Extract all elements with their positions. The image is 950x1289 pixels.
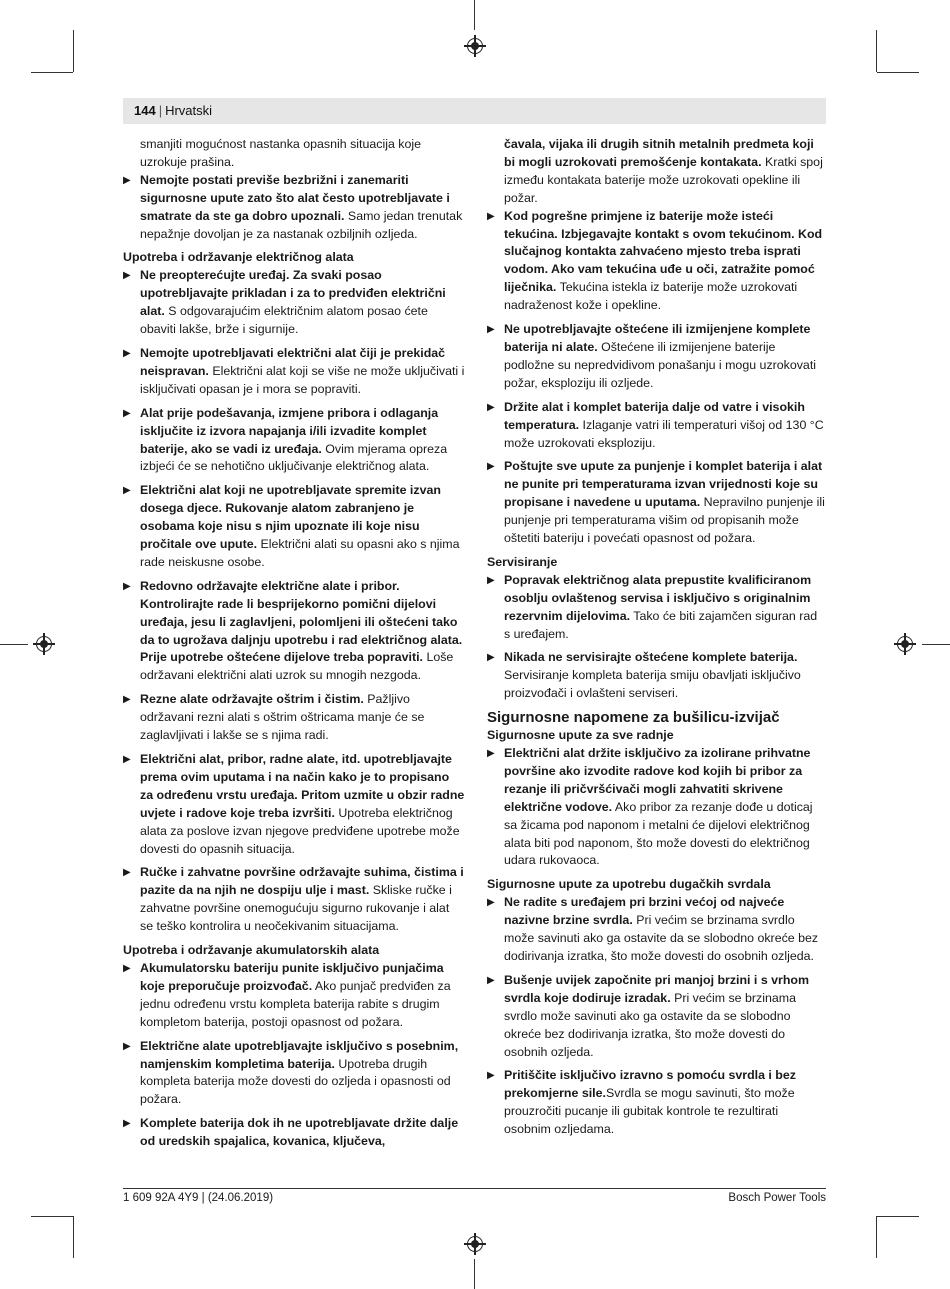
list-item xyxy=(487,1067,826,1139)
crop-mark xyxy=(31,72,73,73)
list-item xyxy=(123,578,465,685)
body-text: S odgovarajućim električnim alatom posao ćete obaviti lakše, brže i sigurnije. xyxy=(140,304,428,337)
bold-text: Alat prije podešavanja, izmjene pribora i odlaganja isključite iz izvora napajanja i/ili izvadite komplet baterije, ako se vadi iz uređaja. xyxy=(140,405,439,456)
list-item xyxy=(487,321,826,393)
registration-mark-icon xyxy=(467,1236,483,1252)
body-text: Upotreba električnog alata za poslove izvan njegove predviđene upotrebe može dovesti do opasnih situacija. xyxy=(140,805,460,856)
body-text: Tako će biti zajamčen siguran rad s uređajem. xyxy=(504,608,818,641)
bullet-arrow-icon: ▶ xyxy=(487,652,495,664)
bold-text: Držite alat i komplet baterija dalje od vatre i visokih temperatura. xyxy=(504,399,805,432)
bullet-arrow-icon: ▶ xyxy=(487,748,495,759)
safety-list xyxy=(123,172,465,244)
section-title: Sigurnosne napomene za bušilicu-izvijač xyxy=(487,709,780,727)
body-text: Oštećene ili izmijenjene baterije podložne su nepredvidivom ponašanju i mogu uzrokovati požar, eksploziju ili ozljede. xyxy=(504,339,817,390)
safety-list xyxy=(487,894,826,1139)
bullet-arrow-icon: ▶ xyxy=(487,461,495,473)
list-item xyxy=(123,751,465,858)
bullet-arrow-icon: ▶ xyxy=(123,174,131,186)
bullet-arrow-icon: ▶ xyxy=(123,270,131,282)
body-text: Nepravilno punjenje ili punjenje pri temperaturama višim od propisanih može oštetiti bateriju i povećati opasnost od požara. xyxy=(504,495,825,546)
crop-mark xyxy=(474,0,475,30)
list-item xyxy=(123,405,465,477)
bold-text: Električne alate upotrebljavajte isključivo s posebnim, namjenskim kompletima baterija. xyxy=(140,1038,459,1071)
body-text: Pažljivo održavani rezni alati s oštrim oštricama manje će se zaglavljivati i lakše se s njima radi. xyxy=(140,692,425,743)
bold-text: Akumulatorsku bateriju punite isključivo punjačima koje preporučuje proizvođač. xyxy=(140,960,444,993)
bold-text: Električni alat držite isključivo za izolirane prihvatne površine ako izvodite radove kod kojih bi pribor za rezanje ili pričvršćivači mogli zahvatiti skrivene električne vodove. xyxy=(504,746,811,814)
registration-mark-icon xyxy=(897,636,913,652)
subheading: Sigurnosne upute za upotrebu dugačkih svrdala xyxy=(487,877,771,892)
bold-text: Električni alat koji ne upotrebljavate spremite izvan dosega djece. Rukovanje alatom zabranjeno je osobama koje nisu s njim upoznate ili koje nisu pročitale ove upute. xyxy=(140,483,441,552)
body-text: Upotreba drugih kompleta baterija može dovesti do ozljeda i opasnosti od požara. xyxy=(140,1056,451,1107)
list-item xyxy=(123,864,465,936)
list-item xyxy=(123,172,465,244)
bullet-arrow-icon: ▶ xyxy=(123,694,131,706)
bold-text: Kod pogrešne primjene iz baterije može isteći tekućina. Izbjegavajte kontakt s ovom tekućinom. Kod slučajnog kontakta zahvaćeno mjesto treba isprati vodom. Ako vam tekućina uđe u oči, zatražite pomoć liječnika. xyxy=(504,208,823,295)
footer-divider xyxy=(123,1188,826,1189)
bullet-arrow-icon: ▶ xyxy=(487,1070,495,1082)
bold-text: Ne radite s uređajem pri brzini većoj od najveće nazivne brzine svrdla. xyxy=(504,895,785,928)
list-item xyxy=(487,745,826,870)
crop-mark xyxy=(73,1216,74,1258)
body-text: Električni alat koji se više ne može uključivati i isključivati opasan je i mora se popraviti. xyxy=(140,363,465,396)
crop-mark xyxy=(877,1216,919,1217)
crop-mark xyxy=(73,30,74,72)
body-text: Skliske ručke i zahvatne površine onemogućuju sigurno rukovanje i alat se teško kontrolira u neočekivanim situacijama. xyxy=(140,883,452,934)
bold-text: Redovno održavajte električne alate i pribor. Kontrolirajte rade li besprijekorno pomični dijelovi uređaja, jesu li zaglavljeni, polomljeni ili oštećeni tako da to ugrožava daljnju upotrebu i rad električnog alata. Prije upotrebe oštećene dijelove treba popraviti. xyxy=(140,578,463,665)
body-text: Pri većim se brzinama svrdlo može savinuti ako ga ostavite da se slobodno okreće bez dodirivanja izratka, što može dovesti do osobnih ozljeda. xyxy=(504,990,796,1059)
brand-footer: Bosch Power Tools xyxy=(728,1192,826,1204)
subheading: Sigurnosne upute za sve radnje xyxy=(487,728,674,743)
bullet-arrow-icon: ▶ xyxy=(123,580,131,592)
bold-text: Nemojte postati previše bezbrižni i zanemariti sigurnosne upute zato što alat često upotrebljavate i smatrate da ste ga dobro upoznali. xyxy=(140,172,450,223)
bold-text: Poštujte sve upute za punjenje i komplet baterija i alat ne punite pri temperaturama izvan vrijednosti koje su propisane i navedene u uputama. xyxy=(504,459,823,510)
right-column xyxy=(487,136,826,1145)
list-item xyxy=(123,345,465,399)
bullet-arrow-icon: ▶ xyxy=(123,347,131,359)
bold-text: Ne preopterećujte uređaj. Za svaki posao upotrebljavajte prikladan i za to predviđen električni alat. xyxy=(140,268,446,319)
bold-text: Ne upotrebljavajte oštećene ili izmijenjene komplete baterija ni alate. xyxy=(504,322,811,354)
section-label: Hrvatski xyxy=(165,103,213,118)
list-item xyxy=(123,960,465,1032)
bullet-arrow-icon: ▶ xyxy=(487,324,495,336)
body-text: Tekućina istekla iz baterije može uzrokovati nadraženost kože i opekline. xyxy=(504,280,798,313)
bullet-arrow-icon: ▶ xyxy=(123,962,131,974)
bold-text: Ručke i zahvatne površine održavajte suhima, čistima i pazite da na njih ne dospiju ulje i mast. xyxy=(140,865,464,898)
list-item xyxy=(487,572,826,644)
bold-text: Pritiščite isključivo izravno s pomoću svrdla i bez prekomjerne sile. xyxy=(504,1068,796,1101)
bullet-arrow-icon: ▶ xyxy=(487,574,495,586)
bullet-arrow-icon: ▶ xyxy=(487,897,495,909)
bullet-arrow-icon: ▶ xyxy=(123,867,131,879)
body-text: Servisiranje kompleta baterija smiju obavljati isključivo proizvođači i ovlašteni serviseri. xyxy=(504,668,801,701)
list-item xyxy=(487,399,826,453)
bold-text: Popravak električnog alata prepustite kvalificiranom osoblju ovlaštenog servisa i isključivo s originalnim rezervnim dijelovima. xyxy=(504,572,812,623)
page-header xyxy=(123,98,826,124)
list-item xyxy=(487,894,826,966)
left-column xyxy=(123,136,465,1157)
body-text: Izlaganje vatri ili temperaturi višoj od 130 °C može uzrokovati eksploziju. xyxy=(504,417,824,450)
registration-mark-icon xyxy=(36,636,52,652)
bold-text: Rezne alate održavajte oštrim i čistim. xyxy=(140,692,364,707)
list-item xyxy=(123,482,465,572)
list-item xyxy=(487,458,826,548)
body-text: Svrdla se mogu savinuti, što može prouzročiti pucanje ili gubitak kontrole te rezultirati osobnim ozljedama. xyxy=(504,1086,795,1137)
bold-text: Električni alat, pribor, radne alate, itd. upotrebljavajte prema ovim uputama i na način kako je to propisano za određenu vrstu uređaja. Pritom uzmite u obzir radne uvjete i radove koje treba izvršiti. xyxy=(140,752,465,820)
safety-list xyxy=(487,745,826,870)
bullet-arrow-icon: ▶ xyxy=(487,974,495,986)
safety-list xyxy=(487,208,826,548)
crop-mark xyxy=(0,644,28,645)
safety-list xyxy=(123,267,465,936)
bold-text: Bušenje uvijek započnite pri manjoj brzini i s vrhom svrdla koje dodiruje izradak. xyxy=(504,972,810,1005)
crop-mark xyxy=(31,1216,73,1217)
body-text: Samo jedan trenutak nepažnje dovoljan je za nastanak ozbiljnih ozljeda. xyxy=(140,208,463,241)
body-text: Ako punjač predviđen za jednu određenu vrstu kompleta baterija rabite s drugim kompletom baterija, postoji opasnost od požara. xyxy=(140,978,451,1029)
subheading: Upotreba i održavanje akumulatorskih alata xyxy=(123,943,380,958)
list-item xyxy=(123,1115,465,1151)
bullet-arrow-icon: ▶ xyxy=(123,1118,131,1130)
bold-text: Nikada ne servisirajte oštećene komplete baterija. xyxy=(504,650,798,665)
body-text: Loše održavani električni alati uzrok su mnogih nezgoda. xyxy=(140,650,454,683)
bullet-arrow-icon: ▶ xyxy=(487,401,495,413)
list-item xyxy=(487,649,826,703)
bullet-arrow-icon: ▶ xyxy=(123,485,131,497)
list-item xyxy=(487,208,826,315)
document-number: 1 609 92A 4Y9 | (24.06.2019) xyxy=(123,1192,274,1204)
bullet-arrow-icon: ▶ xyxy=(123,1040,131,1052)
bold-text: čavala, vijaka ili drugih sitnih metalnih predmeta koji bi mogli uzrokovati premošćenje kontakata. xyxy=(504,137,814,169)
registration-mark-icon xyxy=(467,38,483,54)
list-item xyxy=(487,972,826,1062)
body-text: Električni alati su opasni ako s njima rade neiskusne osobe. xyxy=(140,537,460,569)
list-item xyxy=(123,691,465,745)
bullet-arrow-icon: ▶ xyxy=(123,754,131,765)
body-text: Kratki spoj između kontakata baterije može uzrokovati opekline ili požar. xyxy=(504,154,823,205)
safety-list xyxy=(487,572,826,703)
subheading: Servisiranje xyxy=(487,554,558,569)
header-separator: | xyxy=(158,103,163,118)
bullet-arrow-icon: ▶ xyxy=(487,210,495,222)
paragraph xyxy=(487,136,826,208)
list-item xyxy=(123,267,465,339)
crop-mark xyxy=(474,1259,475,1289)
list-item xyxy=(123,1038,465,1110)
crop-mark xyxy=(876,1216,877,1258)
body-text: Ako pribor za rezanje dođe u doticaj sa žicama pod naponom i metalni će dijelovi električnog alata biti pod naponom, što može dovesti do električnog udara rukovaoca. xyxy=(504,799,813,868)
crop-mark xyxy=(876,30,877,72)
subheading: Upotreba i održavanje električnog alata xyxy=(123,250,354,265)
crop-mark xyxy=(922,644,950,645)
bold-text: Nemojte upotrebljavati električni alat čiji je prekidač neispravan. xyxy=(140,345,446,378)
crop-mark xyxy=(877,72,919,73)
bold-text: Komplete baterija dok ih ne upotrebljavate držite dalje od uredskih spajalica, kovanica, ključeva, xyxy=(140,1116,459,1149)
bullet-arrow-icon: ▶ xyxy=(123,407,131,419)
body-text: Pri većim se brzinama svrdlo može savinuti ako ga ostavite da se slobodno okreće bez dodirivanja izratka, što može dovesti do osobnih ozljeda. xyxy=(504,913,819,963)
page-number: 144 xyxy=(134,103,156,118)
body-text: Ovim mjerama opreza izbjeći će se nehotično uključivanje električnog alata. xyxy=(140,441,448,474)
safety-list xyxy=(123,960,465,1151)
paragraph: smanjiti mogućnost nastanka opasnih situacija koje uzrokuje prašina. xyxy=(140,137,422,169)
